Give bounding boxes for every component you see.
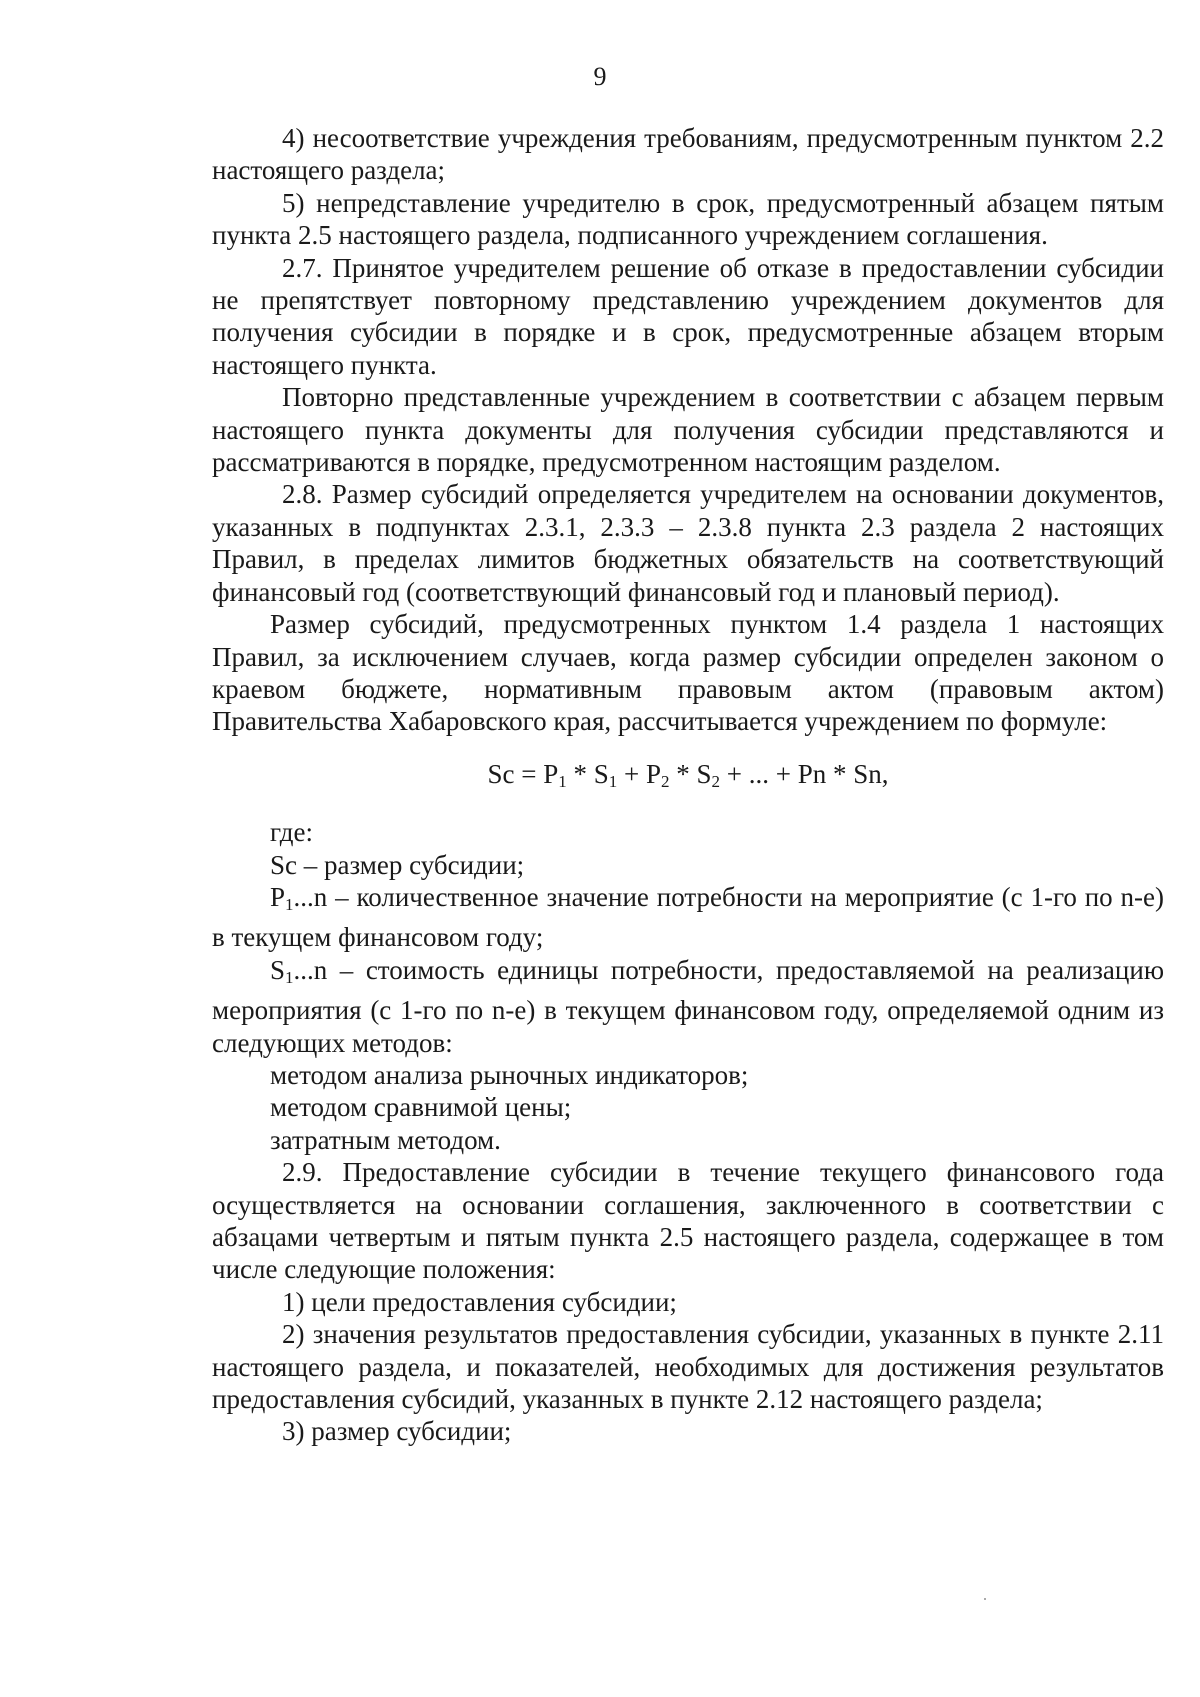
- paragraph-2-7: 2.7. Принятое учредителем решение об отказе в предоставлении субсидии не препятствует повторному представлению учреждением документов для получения субсидии в порядке и в срок, предусмотренные абзацем вторым настоящего пункта.: [212, 252, 1164, 380]
- subsidy-formula: [212, 758, 1164, 798]
- definition-s: [212, 954, 1164, 1059]
- paragraph-item-5: 5) непредставление учредителю в срок, предусмотренный абзацем пятым пункта 2.5 настоящего раздела, подписанного учреждением соглашения.: [212, 187, 1164, 251]
- definition-s-sub: 1: [285, 967, 294, 987]
- page-number: 9: [593, 62, 607, 91]
- method-comparable-price: методом сравнимой цены;: [270, 1092, 572, 1123]
- provision-item-1: 1) цели предоставления субсидии;: [282, 1286, 677, 1317]
- formula-part: * S: [566, 758, 609, 789]
- method-market-indicators: методом анализа рыночных индикаторов;: [270, 1059, 749, 1090]
- definition-p-sub: 1: [285, 894, 294, 914]
- paragraph-resubmission: Повторно представленные учреждением в соответствии с абзацем первым настоящего пункта документы для получения субсидии представляются и рассматриваются в порядке, предусмотренном настоящим разделом.: [212, 382, 1164, 478]
- formula-sub: 2: [711, 771, 721, 791]
- formula-lhs: Sc = P: [487, 758, 559, 789]
- method-cost: затратным методом.: [270, 1124, 501, 1155]
- formula-sub: 1: [558, 771, 567, 791]
- paragraph-formula-intro: Размер субсидий, предусмотренных пунктом 1.4 раздела 1 настоящих Правил, за исключением случаев, когда размер субсидии определен законом о краевом бюджете, нормативным правовым актом (правовым актом) Правительства Хабаровского края, рассчитывается учреждением по формуле:: [212, 609, 1164, 737]
- formula-sub: 1: [608, 771, 618, 791]
- paragraph-2-9: 2.9. Предоставление субсидии в течение текущего финансового года осуществляется на основании соглашения, заключенного в соответствии с абзацами четвертым и пятым пункта 2.5 настоящего раздела, содержащее в том числе следующие положения:: [212, 1157, 1164, 1285]
- formula-part: + P: [617, 758, 661, 789]
- provision-item-2: 2) значения результатов предоставления субсидии, указанных в пункте 2.11 настоящего раздела, и показателей, необходимых для достижения результатов предоставления субсидий, указанных в пункте 2.12 настоящего раздела;: [212, 1319, 1164, 1415]
- paragraph-item-4: 4) несоответствие учреждения требованиям, предусмотренным пунктом 2.2 настоящего раздела;: [212, 123, 1164, 186]
- definition-p-head: P: [270, 881, 286, 912]
- definition-s-text: ...n – стоимость единицы потребности, предоставляемой на реализацию мероприятия (с 1-го по n-е) в текущем финансовом году, определяемой одним из следующих методов:: [212, 954, 1164, 1058]
- formula-part: * S: [669, 758, 712, 789]
- definition-p-text: ...n – количественное значение потребности на мероприятие (с 1-го по n-е) в текущем финансовом году;: [212, 881, 1164, 953]
- definition-sc: Sc – размер субсидии;: [270, 849, 525, 880]
- definition-p: [212, 881, 1164, 954]
- formula-sub: 2: [661, 771, 670, 791]
- formula-tail: + ... + Pn * Sn,: [720, 758, 889, 789]
- definition-where: где:: [270, 817, 313, 848]
- provision-item-3: 3) размер субсидии;: [282, 1416, 512, 1447]
- scan-dot: [984, 1598, 986, 1600]
- document-body: [212, 122, 1164, 1448]
- definition-s-head: S: [270, 954, 286, 985]
- paragraph-2-8: 2.8. Размер субсидий определяется учредителем на основании документов, указанных в подпунктах 2.3.1, 2.3.3 – 2.3.8 пункта 2.3 раздела 2 настоящих Правил, в пределах лимитов бюджетных обязательств на соответствующий финансовый год (соответствующий финансовый год и плановый период).: [212, 479, 1164, 607]
